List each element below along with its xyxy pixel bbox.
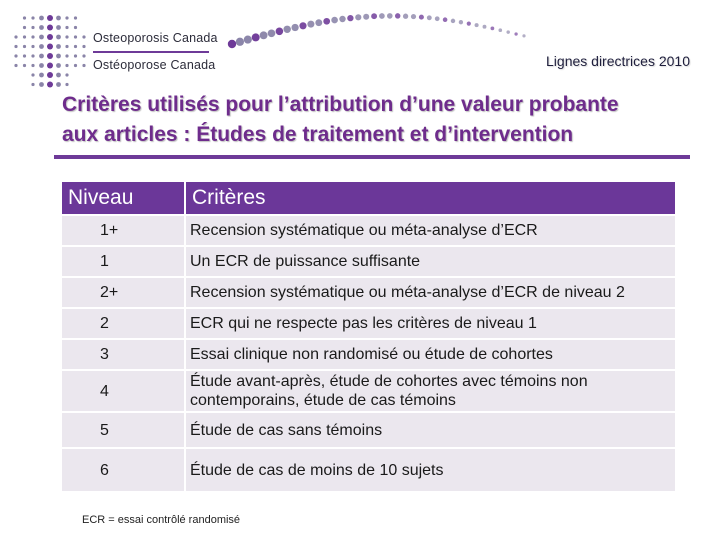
- guidelines-label: Lignes directrices 2010: [546, 53, 690, 69]
- table-row: [62, 216, 675, 245]
- criteria-cell: Essai clinique non randomisé ou étude de cohortes: [186, 340, 675, 369]
- trail-dot: [451, 19, 455, 23]
- org-name-fr: Ostéoporose Canada: [93, 58, 216, 72]
- level-cell: 1: [62, 247, 184, 276]
- level-cell: 1+: [62, 216, 184, 245]
- page-title-line-2: aux articles : Études de traitement et d’intervention: [62, 123, 574, 146]
- table-row: [62, 309, 675, 338]
- trail-dot: [355, 14, 361, 20]
- trail-dot: [411, 14, 416, 19]
- criteria-cell: Recension systématique ou méta-analyse d’ECR de niveau 2: [186, 278, 675, 307]
- level-cell: 2+: [62, 278, 184, 307]
- trail-dot: [491, 27, 495, 31]
- trail-dot: [371, 13, 377, 19]
- trail-dot: [459, 20, 463, 24]
- page-title: [62, 90, 712, 150]
- table-row: [62, 449, 675, 491]
- level-cell: 6: [62, 449, 184, 491]
- trail-dot: [307, 21, 314, 28]
- table-row: [62, 278, 675, 307]
- level-cell: 3: [62, 340, 184, 369]
- trail-dot: [347, 15, 353, 21]
- table-header-row: [62, 182, 675, 214]
- table-row: [62, 247, 675, 276]
- trail-dot: [467, 22, 471, 26]
- trail-dot: [236, 38, 244, 46]
- level-cell: 5: [62, 413, 184, 447]
- criteria-cell: ECR qui ne respecte pas les critères de niveau 1: [186, 309, 675, 338]
- trail-dot: [435, 16, 440, 21]
- trail-dot: [419, 15, 424, 20]
- level-cell: 2: [62, 309, 184, 338]
- title-underline: [54, 155, 690, 159]
- column-header-criteria: Critères: [186, 182, 675, 214]
- trail-dot: [443, 17, 448, 22]
- trail-dot: [228, 40, 236, 48]
- org-name-en: Osteoporosis Canada: [93, 31, 218, 45]
- criteria-cell: Étude de cas sans témoins: [186, 413, 675, 447]
- trail-dot: [387, 13, 393, 19]
- trail-dot: [363, 14, 369, 20]
- table-row: [62, 371, 675, 411]
- level-cell: 4: [62, 371, 184, 411]
- trail-dot: [299, 22, 306, 29]
- trail-dot: [283, 26, 290, 33]
- trail-dot: [323, 18, 330, 25]
- trail-dot: [315, 19, 322, 26]
- criteria-cell: Étude avant-après, étude de cohortes avec témoins non contemporains, étude de cas témoins: [186, 371, 675, 411]
- criteria-cell: Étude de cas de moins de 10 sujets: [186, 449, 675, 491]
- trail-dot: [331, 17, 338, 24]
- criteria-cell: Recension systématique ou méta-analyse d’ECR: [186, 216, 675, 245]
- trail-dot: [268, 29, 276, 37]
- trail-dot: [276, 28, 284, 36]
- table-row: [62, 340, 675, 369]
- evidence-criteria-table: [60, 180, 677, 493]
- trail-dot: [291, 24, 298, 31]
- trail-dot: [403, 14, 408, 19]
- decorative-dot-trail: [0, 0, 720, 100]
- table-row: [62, 413, 675, 447]
- page-title-line-1: Critères utilisés pour l’attribution d’une valeur probante: [62, 93, 619, 116]
- trail-dot: [475, 23, 479, 27]
- trail-dot: [395, 13, 400, 18]
- trail-dot: [339, 16, 345, 22]
- footnote: ECR = essai contrôlé randomisé: [82, 514, 241, 526]
- trail-dot: [260, 31, 268, 39]
- trail-dot: [483, 25, 487, 29]
- trail-dot: [506, 30, 509, 33]
- trail-dot: [427, 15, 432, 20]
- column-header-level: Niveau: [62, 182, 184, 214]
- trail-dot: [252, 33, 260, 41]
- trail-dot: [379, 13, 385, 19]
- trail-dot: [498, 28, 502, 32]
- trail-dot: [244, 36, 252, 44]
- criteria-cell: Un ECR de puissance suffisante: [186, 247, 675, 276]
- trail-dot: [522, 34, 525, 37]
- trail-dot: [514, 32, 517, 35]
